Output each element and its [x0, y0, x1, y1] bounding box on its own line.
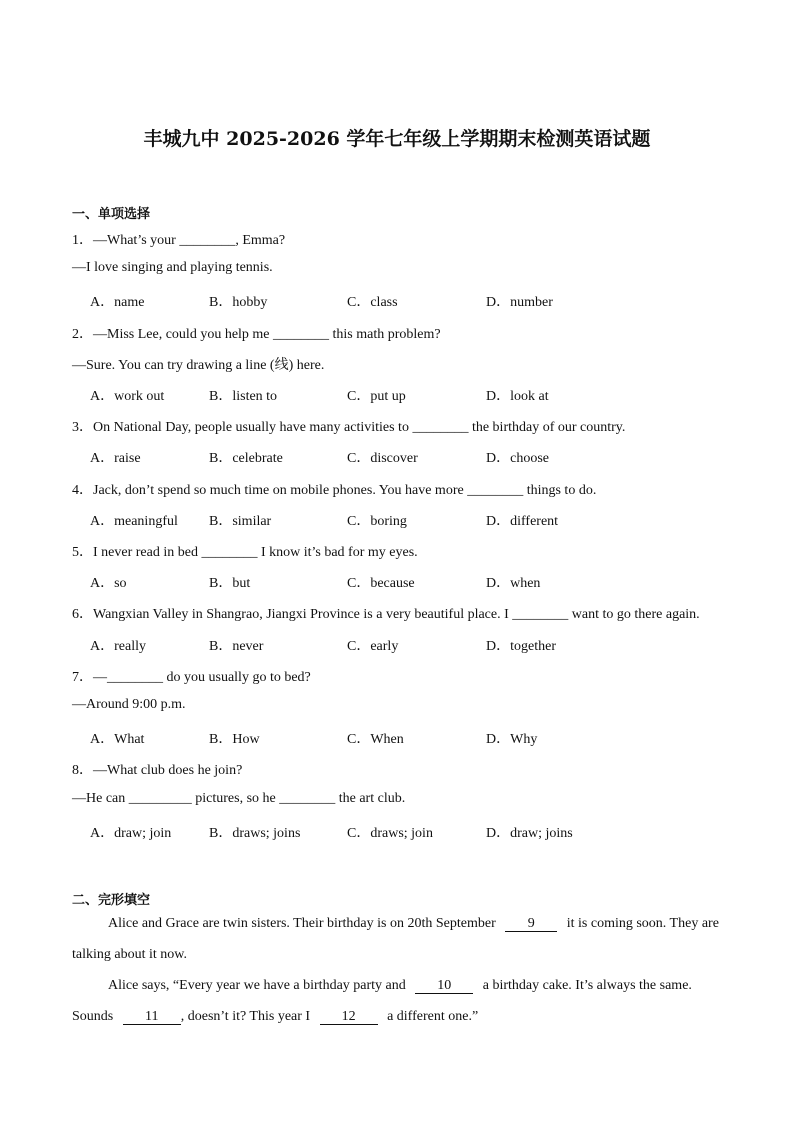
question-stem: 6．Wangxian Valley in Shangrao, Jiangxi Province is a very beautiful place. I ________ want to go there again.	[72, 607, 700, 622]
question-dialogue-line: —He can _________ pictures, so he ________ the art club.	[72, 791, 406, 806]
section-heading-single-choice: 一、单项选择	[72, 207, 151, 222]
option-d: D．choose	[486, 451, 549, 466]
option-b: B．never	[209, 639, 264, 654]
option-a: A．so	[90, 576, 127, 591]
option-c: C．put up	[347, 389, 406, 404]
cloze-blank-10: 10	[415, 979, 473, 994]
cloze-line-3	[72, 1009, 722, 1025]
cloze-blank-12: 12	[320, 1010, 378, 1025]
option-c: C．because	[347, 576, 415, 591]
question-stem: 4．Jack, don’t spend so much time on mobile phones. You have more ________ things to do.	[72, 483, 597, 498]
option-b: B．listen to	[209, 389, 278, 404]
question-dialogue-line: —Sure. You can try drawing a line (线) here.	[72, 358, 325, 373]
option-a: A．name	[90, 295, 145, 310]
question-stem: 3．On National Day, people usually have many activities to ________ the birthday of our country.	[72, 420, 626, 435]
option-b: B．similar	[209, 514, 272, 529]
cloze-text: it is coming soon. They are	[566, 916, 719, 931]
option-c: C．discover	[347, 451, 418, 466]
page-title: 丰城九中 2025-2026 学年七年级上学期期末检测英语试题	[143, 128, 651, 150]
question-stem: 8．—What club does he join?	[72, 763, 243, 778]
cloze-text: Sounds	[72, 1009, 114, 1024]
cloze-blank-9: 9	[505, 917, 557, 932]
cloze-text: , doesn’t it? This year I	[180, 1009, 311, 1024]
option-d: D．when	[486, 576, 541, 591]
cloze-text: Alice says, “Every year we have a birthday party and	[108, 978, 406, 993]
option-a: A．raise	[90, 451, 141, 466]
cloze-line-1	[72, 916, 722, 932]
option-a: A．work out	[90, 389, 165, 404]
cloze-text: Alice and Grace are twin sisters. Their birthday is on 20th September	[108, 916, 496, 931]
option-a: A．draw; join	[90, 826, 172, 841]
option-b: B．but	[209, 576, 251, 591]
option-b: B．celebrate	[209, 451, 283, 466]
option-c: C．When	[347, 732, 404, 747]
option-d: D．Why	[486, 732, 538, 747]
option-d: D．different	[486, 514, 559, 529]
option-c: C．class	[347, 295, 398, 310]
option-b: B．hobby	[209, 295, 268, 310]
option-d: D．number	[486, 295, 553, 310]
option-c: C．draws; join	[347, 826, 433, 841]
question-stem: 7．—________ do you usually go to bed?	[72, 670, 311, 685]
option-d: D．together	[486, 639, 556, 654]
option-a: A．really	[90, 639, 146, 654]
option-d: D．look at	[486, 389, 549, 404]
cloze-text: a different one.”	[387, 1009, 479, 1024]
cloze-text: talking about it now.	[72, 947, 187, 962]
cloze-line-2	[72, 978, 722, 994]
question-dialogue-line: —I love singing and playing tennis.	[72, 260, 273, 275]
option-a: A．meaningful	[90, 514, 178, 529]
question-stem: 5．I never read in bed ________ I know it’s bad for my eyes.	[72, 545, 418, 560]
option-b: B．draws; joins	[209, 826, 301, 841]
section-heading-cloze: 二、完形填空	[72, 893, 151, 908]
option-c: C．boring	[347, 514, 407, 529]
option-a: A．What	[90, 732, 145, 747]
question-stem: 1．—What’s your ________, Emma?	[72, 233, 286, 248]
cloze-text: a birthday cake. It’s always the same.	[482, 978, 692, 993]
option-d: D．draw; joins	[486, 826, 573, 841]
question-dialogue-line: —Around 9:00 p.m.	[72, 697, 186, 712]
option-c: C．early	[347, 639, 399, 654]
cloze-blank-11: 11	[123, 1010, 181, 1025]
question-stem: 2．—Miss Lee, could you help me ________ this math problem?	[72, 327, 441, 342]
option-b: B．How	[209, 732, 260, 747]
